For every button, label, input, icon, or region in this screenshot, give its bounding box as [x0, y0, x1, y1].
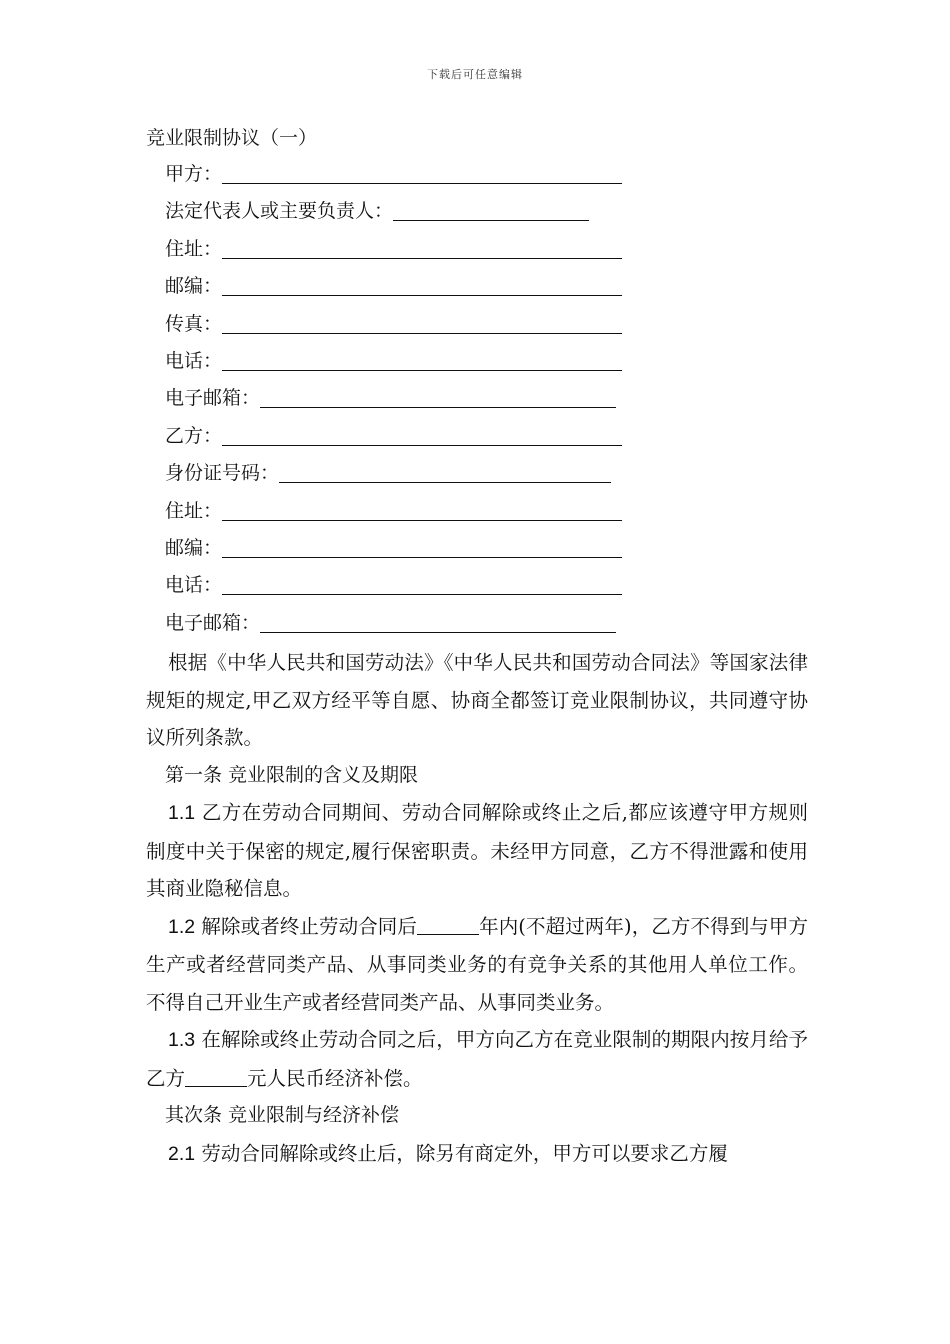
- fill-in-line[interactable]: [222, 423, 622, 446]
- field-party-b-id-number: [146, 455, 808, 492]
- field-party-b-phone: [146, 567, 808, 604]
- clause-2-1: [146, 1135, 808, 1174]
- clause-number: 1.3: [168, 1029, 196, 1052]
- document-body: [146, 120, 808, 1173]
- clause-1-2: [146, 908, 808, 1022]
- field-label: 乙方：: [165, 424, 223, 447]
- article-1-title: 第一条 竞业限制的含义及期限: [165, 763, 419, 786]
- fill-in-line[interactable]: [222, 535, 622, 558]
- field-party-a-postcode: [146, 268, 808, 305]
- clause-number: 2.1: [168, 1142, 196, 1165]
- clause-1-1: [146, 794, 808, 908]
- field-label: 住址：: [165, 499, 223, 522]
- clause-text-after-blank: 元人民币经济补偿。: [247, 1066, 423, 1090]
- clause-number: 1.1: [168, 802, 196, 825]
- fill-in-line[interactable]: [222, 161, 622, 184]
- fill-in-line[interactable]: [260, 610, 616, 633]
- field-party-a: [146, 156, 808, 193]
- page-header-note: 下载后可任意编辑: [427, 68, 523, 81]
- field-label: 电子邮箱：: [165, 611, 261, 634]
- fill-in-line[interactable]: [222, 348, 622, 371]
- field-party-b-postcode: [146, 530, 808, 567]
- field-label: 住址：: [165, 237, 223, 260]
- field-label: 邮编：: [165, 536, 223, 559]
- clause-number: 1.2: [168, 915, 196, 938]
- field-label: 身份证号码：: [165, 462, 280, 485]
- field-label: 邮编：: [165, 275, 223, 298]
- field-label: 法定代表人或主要负责人：: [165, 200, 394, 223]
- fill-in-line[interactable]: [222, 572, 622, 595]
- clause-1-3: [146, 1021, 808, 1097]
- fill-in-line[interactable]: [222, 498, 622, 521]
- fill-in-line[interactable]: [222, 273, 622, 296]
- fill-in-line[interactable]: [279, 460, 611, 483]
- field-party-a-fax: [146, 306, 808, 343]
- field-party-b-email: [146, 605, 808, 642]
- field-label: 甲方：: [165, 163, 223, 185]
- document-title: 竞业限制协议（一）: [146, 127, 318, 149]
- clause-text-after-blank: 年内(不超过两年)，乙方不得到与甲方生产或者经营同类产品、从事同类业务的有竞争关系的其他用人单位工作。不得自己开业生产或者经营同类产品、从事同类业务。: [146, 914, 809, 1014]
- fill-in-line[interactable]: [260, 385, 616, 408]
- clause-text-before-blank: 解除或者终止劳动合同后: [201, 914, 418, 938]
- field-label: 电话：: [165, 574, 223, 597]
- clause-text: 乙方在劳动合同期间、劳动合同解除或终止之后,都应该遵守甲方规则制度中关于保密的规定,履行保密职责。未经甲方同意，乙方不得泄露和使用其商业隐秘信息。: [146, 801, 808, 901]
- clause-text-before-blank: 在解除或终止劳动合同之后，甲方向乙方在竞业限制的期限内按月给予乙方: [146, 1028, 808, 1090]
- field-party-a-address: [146, 231, 808, 268]
- field-party-b: [146, 418, 808, 455]
- fill-in-line[interactable]: [222, 236, 622, 259]
- field-party-a-phone: [146, 343, 808, 380]
- years-blank[interactable]: [417, 914, 479, 935]
- field-label: 电子邮箱：: [165, 387, 261, 410]
- article-2-title: 其次条 竞业限制与经济补偿: [165, 1104, 400, 1127]
- amount-blank[interactable]: [185, 1066, 247, 1087]
- field-label: 传真：: [165, 312, 223, 335]
- fill-in-line[interactable]: [393, 198, 589, 221]
- intro-paragraph: 根据《中华人民共和国劳动法》《中华人民共和国劳动合同法》等国家法律规矩的规定,甲乙双方经平等自愿、协商全都签订竞业限制协议，共同遵守协议所列条款。: [146, 651, 808, 750]
- fill-in-line[interactable]: [222, 311, 622, 334]
- clause-text: 劳动合同解除或终止后，除另有商定外，甲方可以要求乙方履: [201, 1141, 728, 1165]
- field-legal-representative: [146, 193, 808, 230]
- field-party-a-email: [146, 380, 808, 417]
- field-label: 电话：: [165, 349, 223, 372]
- field-party-b-address: [146, 493, 808, 530]
